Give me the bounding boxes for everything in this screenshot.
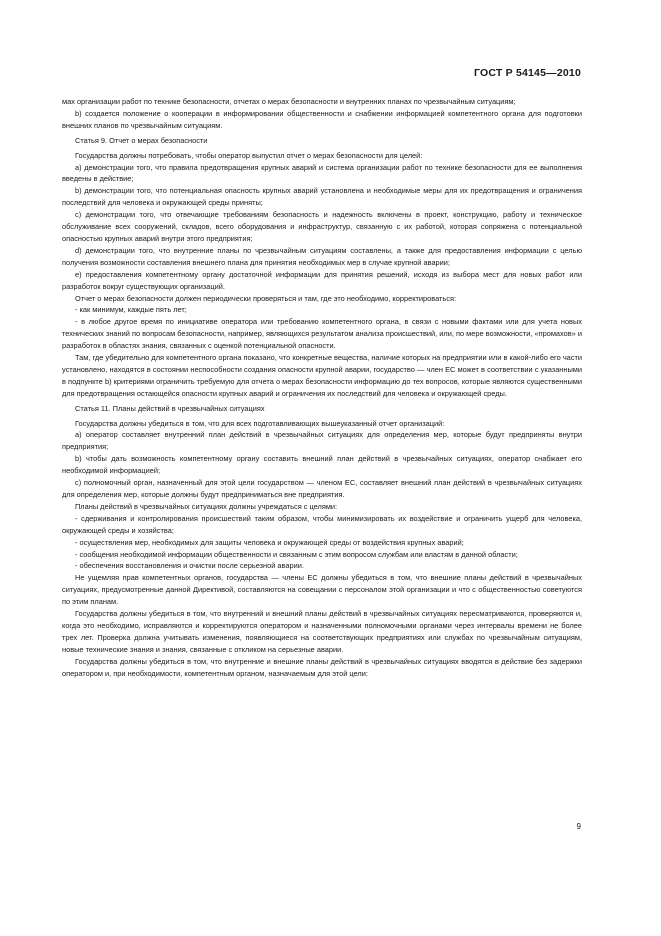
paragraph: Государства должны убедиться в том, что внутренние и внешние планы действий в чрезвычайных ситуациях вводятся в действие без задержки оператором и, при необходимости, компетентным органом, назначаемым для этой цели: bbox=[62, 656, 582, 678]
list-item: - сдерживания и контролирования происшествий таким образом, чтобы минимизировать их воздействие и ограничить ущерб для человека, окружающей среды и хозяйства; bbox=[62, 513, 582, 535]
article-heading: Статья 9. Отчет о мерах безопасности bbox=[75, 135, 208, 145]
list-item: b) демонстрации того, что потенциальная опасность крупных аварий установлена и необходимые меры для их предотвращения и ограничения последствий для человека и окружающей среды приняты; bbox=[62, 186, 582, 208]
list-item: - как минимум, каждые пять лет; bbox=[75, 305, 187, 315]
paragraph: Отчет о мерах безопасности должен периодически проверяться и там, где это необходимо, корректироваться: bbox=[75, 293, 457, 303]
list-item: a) демонстрации того, что правила предотвращения крупных аварий и система организации работ по технике безопасности для ее выполнения введены в действие; bbox=[62, 162, 582, 184]
paragraph: Государства должны убедиться в том, что для всех подготавливающих вышеуказанный отчет организаций: bbox=[75, 418, 445, 428]
paragraph: Там, где убедительно для компетентного органа показано, что конкретные вещества, наличие которых на предприятии или в какой-либо его части установлено, находятся в состоянии неспособности создания опасности крупной аварии, государство — член ЕС может в соответствии с указанными в подпункте b) критериями ограничить требуемую для отчета о мерах безопасности информацию до тех вопросов, которые являются существенными для предотвращения остающейся опасности крупных аварий и ограничения их последствий для человека и окружающей среды. bbox=[62, 353, 582, 398]
document-header: ГОСТ Р 54145—2010 bbox=[473, 67, 581, 79]
paragraph: Государства должны потребовать, чтобы оператор выпустил отчет о мерах безопасности для целей: bbox=[75, 150, 423, 160]
list-item: b) чтобы дать возможность компетентному органу составить внешний план действий в чрезвычайных ситуациях, оператор снабжает его необходимой информацией; bbox=[62, 454, 582, 476]
list-item: - осуществления мер, необходимых для защиты человека и окружающей среды от воздействия крупных аварий; bbox=[75, 537, 464, 547]
list-item: c) демонстрации того, что отвечающие требованиям безопасность и надежность включены в проект, конструкцию, работу и техническое обслуживание всех сооружений, складов, всего оборудования и инфраструктур, связанную с их работой, которая сопряжена с потенциальной опасностью крупных аварий внутри этого предприятия; bbox=[62, 210, 582, 243]
paragraph: Планы действий в чрезвычайных ситуациях должны учреждаться с целями: bbox=[75, 501, 338, 511]
list-item: c) полномочный орган, назначенный для этой цели государством — членом ЕС, составляет внешний план действий в чрезвычайных ситуациях для определения мер, которые должны будут предприниматься вне предприятия. bbox=[62, 478, 582, 499]
list-item: a) оператор составляет внутренний план действий в чрезвычайных ситуациях для определения мер, которые будут предприняты внутри предприятия; bbox=[62, 430, 582, 452]
list-item: - обеспечения восстановления и очистки после серьезной аварии. bbox=[75, 561, 304, 571]
list-item: - в любое другое время по инициативе оператора или требованию компетентного органа, в связи с новыми фактами или для учета новых технических знаний по вопросам безопасности, например, являющихся результатом анализа происшествий, или, по мере возможности, «промахов» и разработок в областях знания, связанных с оценкой потенциальной опасности. bbox=[62, 317, 582, 351]
paragraph: мах организации работ по технике безопасности, отчетах о мерах безопасности и внутренних планах по чрезвычайным ситуациям; bbox=[62, 97, 516, 106]
paragraph: Государства должны убедиться в том, что внутренний и внешний планы действий в чрезвычайных ситуациях пересматриваются, проверяются и, когда это необходимо, исправляются и корректируются оператором и назначенными полномочными органами через интервалы времени не более трех лет. Проверка должна учитывать изменения, появляющиеся на соответствующих предприятиях или службах по чрезвычайным ситуациям, новые технические знания и знания, связанные с откликом на серьезные аварии. bbox=[62, 609, 582, 654]
list-item: e) предоставления компетентному органу достаточной информации для принятия решений, исходя из выбора мест для новых работ или разработок вокруг существующих организаций. bbox=[62, 269, 582, 291]
list-item: d) демонстрации того, что внутренние планы по чрезвычайным ситуациям составлены, а также для предоставления информации с целью получения возможности составления внешнего плана для принятия необходимых мер в случае крупной аварии; bbox=[62, 245, 582, 267]
paragraph: Не ущемляя прав компетентных органов, государства — члены ЕС должны убедиться в том, что внешние планы действий в чрезвычайных ситуациях, предусмотренные данной Директивой, составляются на совещании с персоналом этой организации и что с общественностью советуются по этим планам. bbox=[62, 573, 582, 607]
paragraph: b) создается положение о кооперации в информировании общественности и снабжении информацией компетентного органа для подготовки внешних планов по чрезвычайным ситуациям. bbox=[62, 108, 582, 130]
page-number: 9 bbox=[576, 822, 581, 831]
list-item: - сообщения необходимой информации общественности и связанным с этим вопросом службам или властям в данной области; bbox=[75, 549, 518, 559]
document-body bbox=[62, 96, 582, 680]
article-heading: Статья 11. Планы действий в чрезвычайных ситуациях bbox=[75, 403, 265, 413]
